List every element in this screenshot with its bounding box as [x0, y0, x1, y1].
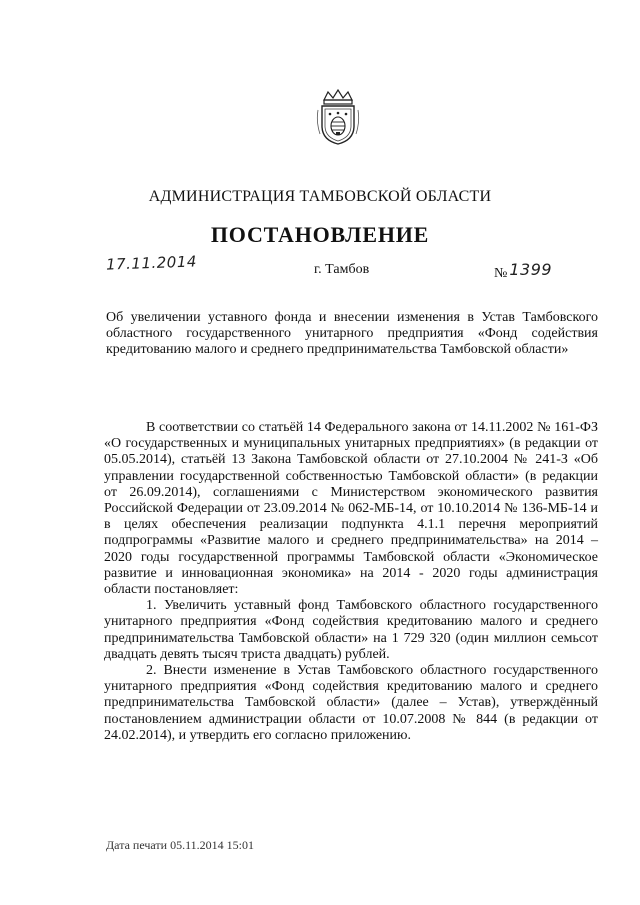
- organization-name: АДМИНИСТРАЦИЯ ТАМБОВСКОЙ ОБЛАСТИ: [148, 188, 492, 205]
- item-2-paragraph: 2. Внести изменение в Устав Тамбовского областного государственного унитарного предприятия «Фонд содействия кредитованию малого и среднего предпринимательства Тамбовской области» (далее – Устав), утверждённый постановлением администрации области от 10.07.2008 № 844 (в редакции от 24.02.2014), и утвердить его согласно приложению.: [104, 663, 598, 743]
- print-date: Дата печати 05.11.2014 15:01: [106, 838, 254, 852]
- document-body: [104, 420, 598, 744]
- document-number: [494, 260, 553, 282]
- document-type-title: ПОСТАНОВЛЕНИЕ: [210, 222, 430, 247]
- preamble-paragraph: В соответствии со статьёй 14 Федерального закона от 14.11.2002 № 161-ФЗ «О государственных и муниципальных унитарных предприятиях» (в редакции от 05.05.2014), статьёй 13 Закона Тамбовской области от 27.10.2004 № 241-З «Об управлении государственной собственностью Тамбовской области» (в редакции от 26.09.2014), соглашениями с Министерством экономического развития Российской Федерации от 23.09.2014 № 062-МБ-14, от 10.10.2014 № 136-МБ-14 и в целях обеспечения реализации подпункта 4.1.1 перечня мероприятий подпрограммы «Развитие малого и среднего предпринимательства» на 2014 – 2020 годы государственной программы Тамбовской области «Экономическое развитие и инновационная экономика» на 2014 - 2020 годы администрация области постановляет:: [104, 420, 598, 598]
- coat-of-arms-icon: [316, 88, 360, 146]
- handwritten-date: 17.11.2014: [105, 252, 198, 274]
- number-prefix: №: [494, 266, 508, 281]
- item-1-paragraph: 1. Увеличить уставный фонд Тамбовского областного государственного унитарного предприятия «Фонд содействия кредитованию малого и среднего предпринимательства Тамбовской области» на 1 729 320 (один миллион семьсот двадцать девять тысяч триста двадцать) рублей.: [104, 598, 598, 662]
- city-label: г. Тамбов: [314, 262, 370, 277]
- document-subject: Об увеличении уставного фонда и внесении изменения в Устав Тамбовского областного государственного унитарного предприятия «Фонд содействия кредитованию малого и среднего предпринимательства Тамбовской области»: [106, 310, 598, 357]
- handwritten-number: 1399: [509, 260, 553, 279]
